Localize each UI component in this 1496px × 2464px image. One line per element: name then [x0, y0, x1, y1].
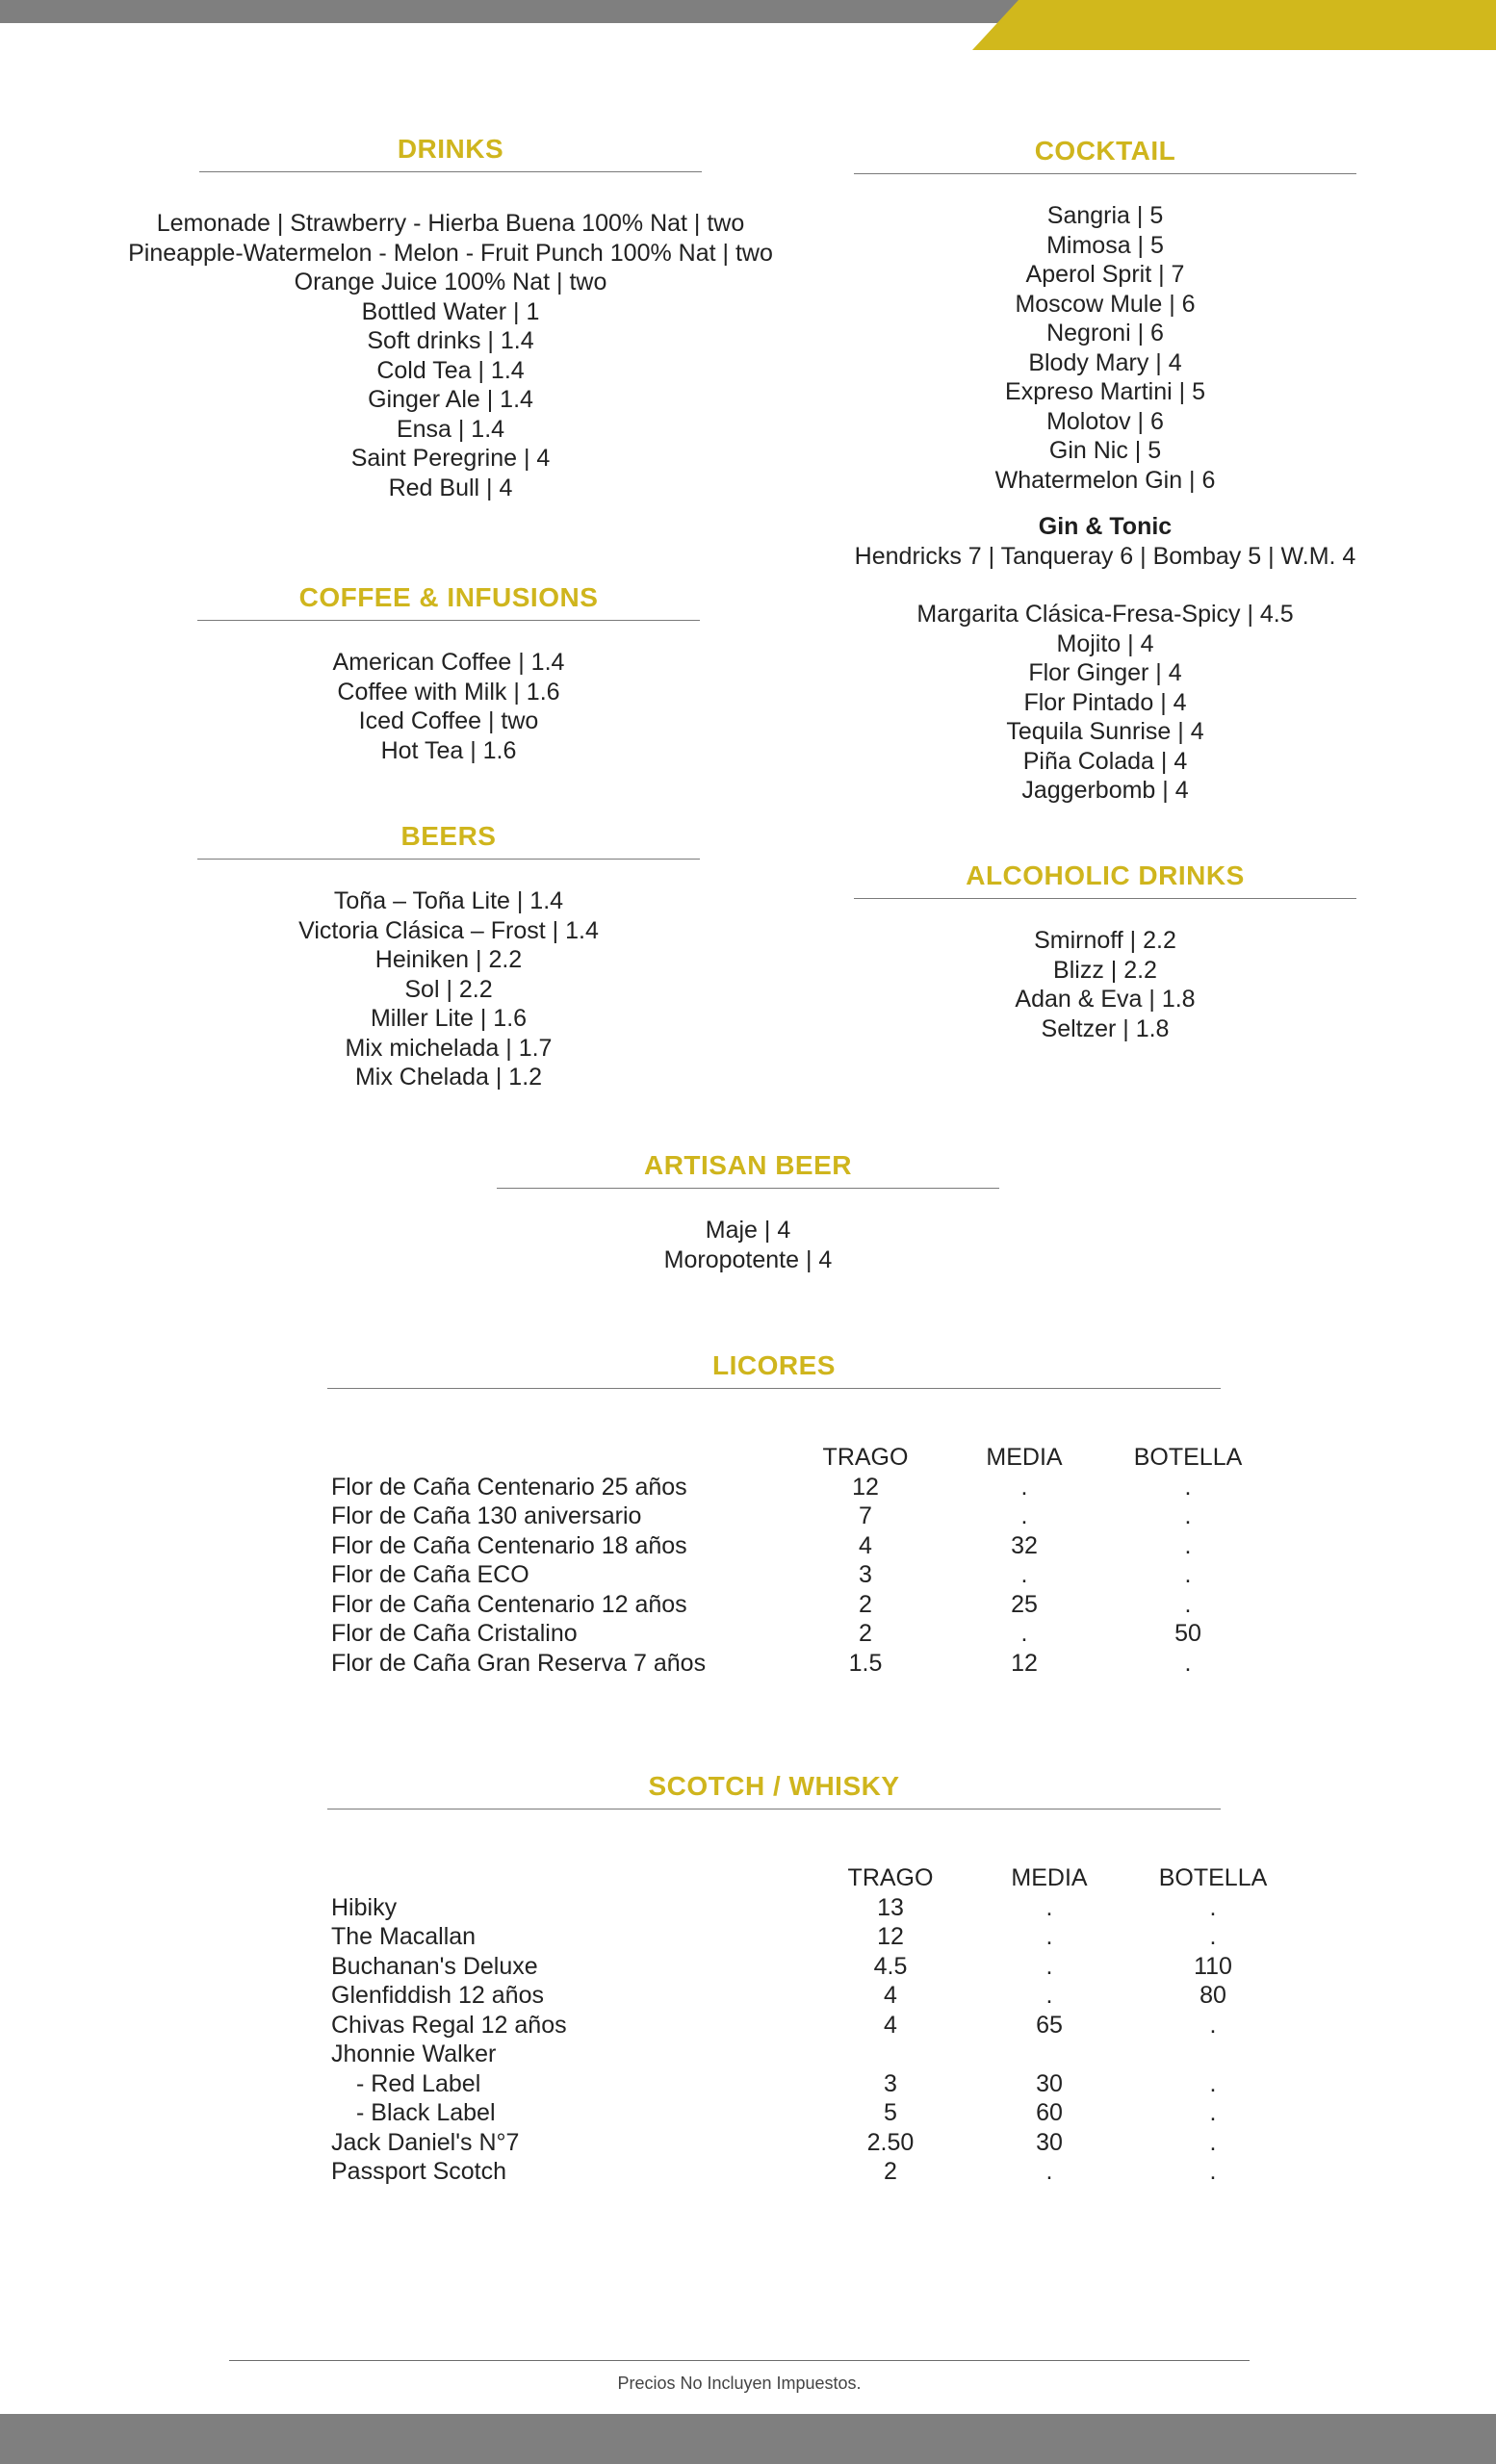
cell-name: Glenfiddish 12 años	[331, 1982, 544, 2009]
cell-trago: 13	[877, 1893, 904, 1921]
beers-rule	[197, 859, 700, 860]
top-accent-bar	[972, 0, 1496, 50]
cell-media: .	[1045, 2158, 1053, 2185]
menu-item: Hot Tea | 1.6	[380, 736, 517, 764]
table-row	[331, 1590, 1255, 1620]
table-row	[331, 2098, 1280, 2128]
cocktail-section	[816, 135, 1394, 806]
licores-title: LICORES	[712, 1350, 836, 1380]
drinks-section	[85, 133, 816, 502]
cocktail-list-2	[816, 600, 1394, 806]
cell-name: Buchanan's Deluxe	[331, 1952, 538, 1980]
table-row	[331, 1893, 1280, 1923]
menu-item: Red Bull | 4	[388, 474, 513, 501]
cell-media: .	[1020, 1620, 1028, 1647]
cell-botella: .	[1209, 2069, 1217, 2097]
menu-item: Maje | 4	[705, 1217, 791, 1244]
coffee-rule	[197, 620, 700, 621]
cell-name: Flor de Caña Gran Reserva 7 años	[331, 1649, 707, 1677]
cell-name: Flor de Caña Centenario 12 años	[331, 1590, 687, 1618]
footer-note: Precios No Incluyen Impuestos.	[617, 2374, 862, 2393]
drinks-rule	[199, 171, 702, 172]
cell-botella: .	[1184, 1473, 1192, 1501]
cell-name: Flor de Caña ECO	[331, 1561, 529, 1588]
cell-name: The Macallan	[331, 1923, 477, 1950]
menu-item: Mix michelada | 1.7	[345, 1034, 553, 1062]
menu-item: Ensa | 1.4	[396, 415, 505, 443]
menu-item: Iced Coffee | two	[358, 707, 539, 734]
cell-botella: .	[1209, 2099, 1217, 2126]
menu-item: Moscow Mule | 6	[1015, 290, 1196, 318]
scotch-title: SCOTCH / WHISKY	[648, 1771, 900, 1801]
licores-header-media: MEDIA	[986, 1444, 1063, 1471]
cell-trago: 7	[859, 1502, 872, 1529]
menu-item: Coffee with Milk | 1.6	[337, 678, 560, 706]
licores-rule	[327, 1388, 1221, 1389]
cell-trago: 12	[852, 1473, 879, 1501]
cell-botella: .	[1184, 1502, 1192, 1529]
licores-header-trago: TRAGO	[822, 1444, 909, 1471]
menu-item: Negroni | 6	[1046, 320, 1164, 346]
menu-item: Piña Colada | 4	[1022, 747, 1188, 775]
cell-trago: 12	[877, 1923, 904, 1950]
cell-media: .	[1020, 1561, 1028, 1588]
cell-botella: 50	[1174, 1620, 1201, 1647]
menu-item: Sol | 2.2	[404, 975, 493, 1003]
menu-item: Adan & Eva | 1.8	[1015, 986, 1196, 1013]
menu-item: Gin Nic | 5	[1048, 437, 1162, 464]
table-row	[331, 2069, 1280, 2099]
cell-media: 30	[1036, 2069, 1063, 2097]
cell-trago: 2	[859, 1620, 872, 1647]
cell-botella: .	[1209, 2158, 1217, 2185]
menu-item: Cold Tea | 1.4	[376, 356, 525, 384]
menu-item: Seltzer | 1.8	[1041, 1014, 1170, 1042]
cell-trago: 2	[884, 2158, 897, 2185]
table-row	[331, 1922, 1280, 1952]
menu-item: Heiniken | 2.2	[374, 946, 523, 973]
licores-header-botella: BOTELLA	[1133, 1444, 1243, 1471]
table-row	[331, 1981, 1280, 2011]
beers-list	[197, 886, 700, 1092]
cell-media: 60	[1036, 2099, 1063, 2126]
menu-item: Ginger Ale | 1.4	[368, 386, 533, 413]
table-row	[331, 1531, 1255, 1561]
cell-name: Flor de Caña Centenario 25 años	[331, 1473, 687, 1501]
menu-item: Soft drinks | 1.4	[367, 327, 534, 354]
beers-title: BEERS	[400, 821, 497, 851]
cocktail-rule	[854, 173, 1356, 174]
menu-item: Smirnoff | 2.2	[1034, 927, 1176, 954]
coffee-section	[197, 581, 700, 765]
cell-media: .	[1045, 1893, 1053, 1921]
cell-trago: 5	[884, 2099, 897, 2126]
menu-item: Margarita Clásica-Fresa-Spicy | 4.5	[916, 601, 1294, 628]
cell-media: .	[1020, 1473, 1028, 1501]
drinks-list	[85, 209, 816, 502]
gin-tonic-prices: Hendricks 7 | Tanqueray 6 | Bombay 5 | W.M. 4	[854, 542, 1356, 570]
cell-media: 65	[1036, 2011, 1063, 2039]
cell-trago: 2.50	[866, 2128, 915, 2156]
table-row	[331, 2011, 1280, 2040]
menu-item: Toña – Toña Lite | 1.4	[333, 887, 564, 914]
scotch-header-trago: TRAGO	[847, 1864, 934, 1891]
scotch-rule	[327, 1809, 1221, 1810]
cell-botella: .	[1184, 1561, 1192, 1588]
scotch-header-row	[331, 1863, 1280, 1893]
menu-item: Flor Pintado | 4	[1023, 688, 1187, 716]
cell-botella: .	[1184, 1531, 1192, 1559]
menu-item: Orange Juice 100% Nat | two	[294, 269, 607, 295]
scotch-table	[331, 1863, 1280, 2187]
menu-item: Molotov | 6	[1046, 407, 1164, 435]
menu-item: Pineapple-Watermelon - Melon - Fruit Punch 100% Nat | two	[128, 239, 773, 267]
menu-item: Lemonade | Strawberry - Hierba Buena 100% Nat | two	[156, 210, 745, 237]
table-row	[331, 1649, 1255, 1679]
cell-name: - Black Label	[356, 2099, 496, 2126]
licores-rows	[331, 1473, 1255, 1679]
artisan-section	[497, 1149, 999, 1274]
cell-media	[953, 2040, 1146, 2069]
scotch-section	[327, 1770, 1221, 1810]
alcoholic-rule	[854, 898, 1356, 899]
cell-trago: 4	[859, 1531, 872, 1559]
licores-table	[331, 1443, 1255, 1678]
cell-media: .	[1045, 1923, 1053, 1950]
cell-name: - Red Label	[356, 2069, 481, 2097]
licores-header-row	[331, 1443, 1255, 1473]
cell-name: Hibiky	[331, 1893, 398, 1921]
menu-item: Sangria | 5	[1046, 202, 1164, 229]
cell-media: 32	[1011, 1531, 1038, 1559]
bottom-bar	[0, 2414, 1496, 2464]
drinks-title: DRINKS	[397, 134, 504, 164]
coffee-title: COFFEE & INFUSIONS	[298, 582, 599, 612]
table-row	[331, 1473, 1255, 1502]
cell-botella: .	[1184, 1649, 1192, 1677]
cell-trago: 4.5	[873, 1952, 908, 1980]
cell-media: .	[1045, 1982, 1053, 2009]
menu-item: Expreso Martini | 5	[1005, 378, 1205, 405]
menu-item: Blizz | 2.2	[1053, 956, 1157, 984]
cell-media: .	[1020, 1502, 1028, 1529]
menu-item: Blody Mary | 4	[1028, 348, 1182, 376]
cell-trago: 2	[859, 1590, 872, 1618]
cell-media: .	[1045, 1952, 1053, 1980]
menu-item: Aperol Sprit | 7	[1025, 261, 1185, 288]
footer-rule	[229, 2360, 1250, 2361]
alcoholic-section	[854, 860, 1356, 1043]
alcoholic-list	[854, 926, 1356, 1043]
cell-name: Chivas Regal 12 años	[331, 2011, 567, 2039]
cell-botella: .	[1184, 1590, 1192, 1618]
cocktail-title: COCKTAIL	[1034, 136, 1176, 166]
menu-item: Bottled Water | 1	[361, 297, 540, 325]
cell-name: Flor de Caña 130 aniversario	[331, 1502, 642, 1529]
cell-media: 12	[1011, 1649, 1038, 1677]
cocktail-list	[816, 201, 1394, 495]
scotch-header-botella: BOTELLA	[1158, 1864, 1268, 1891]
table-row	[331, 1619, 1255, 1649]
cell-trago: 3	[884, 2069, 897, 2097]
scotch-header-name	[331, 1863, 828, 1893]
cell-trago: 3	[859, 1561, 872, 1588]
cell-name: Flor de Caña Centenario 18 años	[331, 1531, 687, 1559]
cell-name: Jhonnie Walker	[331, 2040, 497, 2067]
cell-trago: 1.5	[848, 1649, 883, 1677]
cell-botella	[1146, 2040, 1280, 2069]
licores-section	[327, 1349, 1221, 1389]
table-row	[331, 2128, 1280, 2158]
artisan-rule	[497, 1188, 999, 1189]
table-row	[331, 1560, 1255, 1590]
table-row	[331, 2157, 1280, 2187]
gin-tonic-line	[816, 542, 1394, 572]
beers-section	[197, 820, 700, 1092]
cell-botella: 80	[1199, 1982, 1226, 2009]
cell-media: 30	[1036, 2128, 1063, 2156]
table-row	[331, 2040, 1280, 2069]
cell-name: Passport Scotch	[331, 2158, 507, 2185]
cell-trago: 4	[884, 1982, 897, 2009]
menu-item: Jaggerbomb | 4	[1021, 777, 1189, 804]
cell-botella: .	[1209, 1893, 1217, 1921]
menu-item: Whatermelon Gin | 6	[994, 466, 1216, 494]
cell-name: Flor de Caña Cristalino	[331, 1620, 578, 1647]
cell-trago: 4	[884, 2011, 897, 2039]
menu-item: Flor Ginger | 4	[1028, 659, 1182, 686]
menu-item: Saint Peregrine | 4	[350, 445, 551, 472]
menu-item: American Coffee | 1.4	[332, 649, 565, 676]
cell-botella: .	[1209, 2011, 1217, 2039]
coffee-list	[197, 648, 700, 765]
gin-tonic-title: Gin & Tonic	[1038, 513, 1173, 540]
licores-header-name	[331, 1443, 803, 1473]
scotch-header-media: MEDIA	[1011, 1864, 1088, 1891]
scotch-rows	[331, 1893, 1280, 2187]
menu-item: Mojito | 4	[1056, 629, 1154, 657]
table-row	[331, 1502, 1255, 1531]
cell-botella: 110	[1194, 1952, 1232, 1980]
artisan-list	[497, 1216, 999, 1274]
menu-item: Moropotente | 4	[663, 1245, 833, 1273]
cell-botella: .	[1209, 1923, 1217, 1950]
menu-item: Miller Lite | 1.6	[370, 1005, 528, 1032]
cell-name: Jack Daniel's N°7	[331, 2128, 520, 2156]
cell-botella: .	[1209, 2128, 1217, 2156]
cell-media: 25	[1011, 1590, 1038, 1618]
menu-item: Mix Chelada | 1.2	[354, 1064, 543, 1091]
cell-trago	[828, 2040, 953, 2069]
artisan-title: ARTISAN BEER	[643, 1150, 852, 1180]
menu-item: Tequila Sunrise | 4	[1006, 718, 1204, 745]
table-row	[331, 1952, 1280, 1982]
alcoholic-title: ALCOHOLIC DRINKS	[966, 860, 1245, 890]
menu-item: Victoria Clásica – Frost | 1.4	[298, 916, 599, 944]
menu-item: Mimosa | 5	[1046, 231, 1164, 259]
